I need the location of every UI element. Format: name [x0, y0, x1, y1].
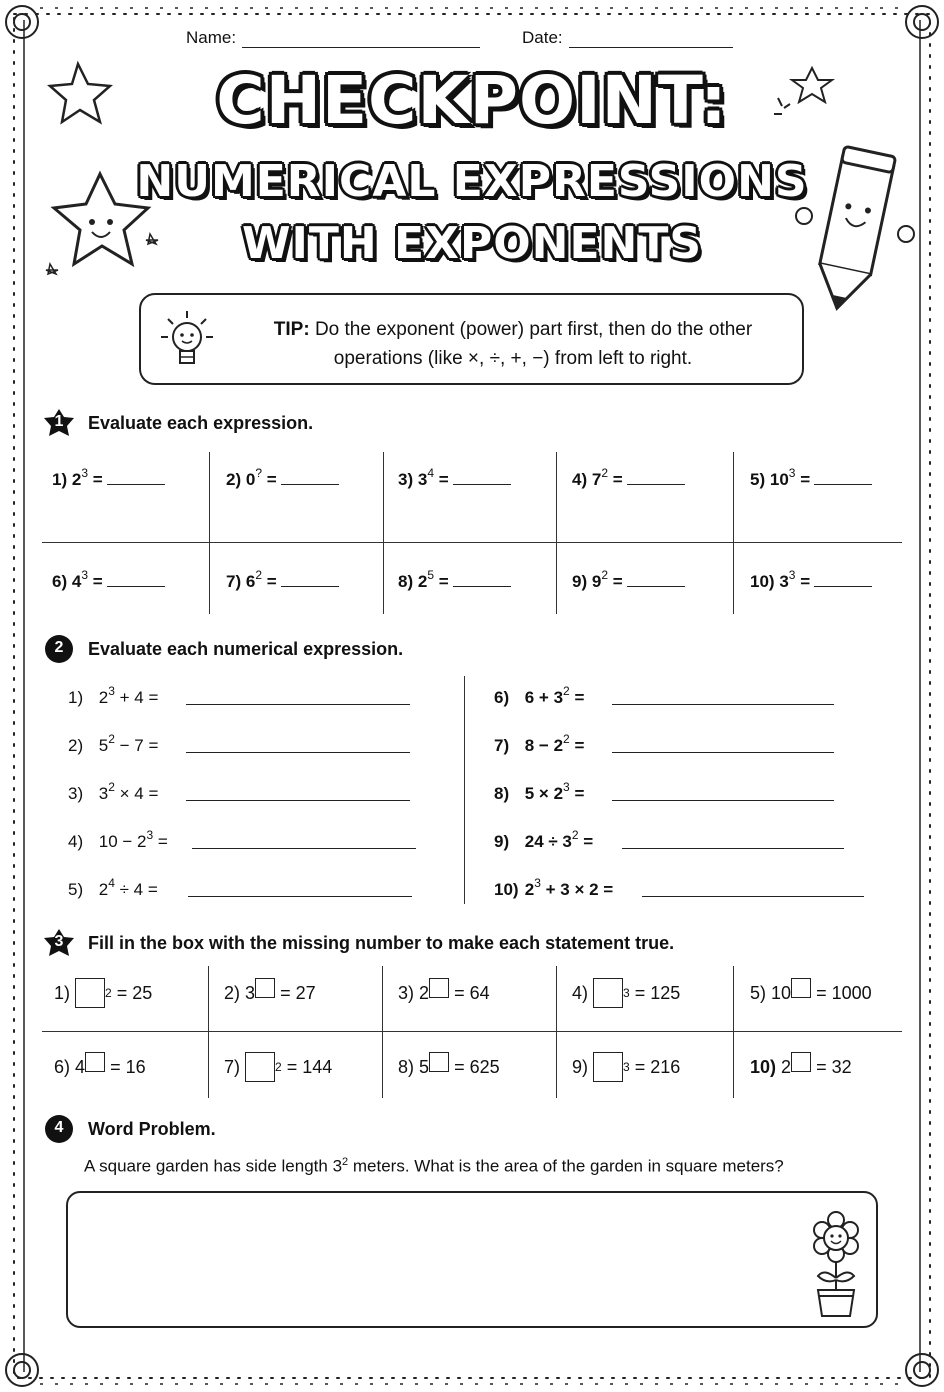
s1-item-equals: = — [612, 470, 623, 489]
s2-item — [68, 780, 158, 804]
s3-exponent-box[interactable] — [429, 978, 449, 998]
s2-answer-line[interactable] — [642, 896, 864, 897]
s1-item-exponent: 4 — [427, 466, 435, 480]
lightbulb-icon — [155, 307, 219, 375]
s2-item-post: × 4 = — [114, 784, 159, 803]
s1-item-exponent: ? — [255, 466, 263, 480]
s3-item — [750, 976, 872, 1010]
s3-item-base: 4 — [75, 1056, 86, 1077]
tip-line2: operations (like ×, ÷, +, −) from left to right. — [333, 348, 693, 369]
section4-title: Word Problem. — [88, 1118, 216, 1139]
s3-exponent-box[interactable] — [255, 978, 275, 998]
s2-item-exponent: 2 — [563, 732, 570, 746]
s1-item-exponent: 5 — [427, 568, 435, 582]
s1-item — [226, 466, 339, 490]
s2-item — [494, 684, 584, 708]
s3-base-box[interactable] — [245, 1052, 275, 1082]
section2-title: Evaluate each numerical expression. — [88, 638, 404, 659]
s1-item-equals: = — [438, 572, 449, 591]
s2-item — [68, 828, 168, 852]
s2-item-number: 7) — [494, 736, 510, 755]
s2-item-number: 1) — [68, 688, 84, 707]
s3-item-rhs: = 27 — [280, 982, 316, 1003]
s1-item-number: 10) — [750, 572, 775, 591]
s2-item-base: 3 — [98, 784, 109, 803]
s1-item-exponent: 3 — [81, 568, 89, 582]
s1-item-number: 3) — [398, 470, 414, 489]
s2-item-exponent: 2 — [108, 780, 115, 794]
s1-item-base: 6 — [245, 572, 256, 591]
s1-answer-blank[interactable] — [281, 571, 339, 587]
s2-answer-line[interactable] — [186, 704, 410, 705]
s2-item — [494, 732, 584, 756]
s3-item-number: 1) — [54, 982, 71, 1003]
section3-grid — [42, 966, 902, 1098]
s3-item-rhs: = 32 — [816, 1056, 852, 1077]
s3-exponent-box[interactable] — [429, 1052, 449, 1072]
s2-item-base: 2 — [553, 784, 564, 803]
s1-item — [750, 466, 872, 490]
s2-item-number: 9) — [494, 832, 510, 851]
s1-item-equals: = — [438, 470, 449, 489]
worksheet-subtitle-line2: WITH EXPONENTS — [241, 218, 703, 269]
s3-base-box[interactable] — [593, 1052, 623, 1082]
s2-item-pre: 24 ÷ — [524, 832, 563, 851]
s2-item — [68, 732, 158, 756]
s1-answer-blank[interactable] — [281, 469, 339, 485]
s1-item-exponent: 2 — [255, 568, 263, 582]
s2-item-pre: 10 − — [98, 832, 138, 851]
s1-answer-blank[interactable] — [107, 469, 165, 485]
s1-item-number: 1) — [52, 470, 68, 489]
s2-item — [68, 684, 158, 708]
name-label: Name: — [186, 28, 237, 47]
tip-label: TIP: — [273, 319, 310, 340]
s3-item-rhs: = 1000 — [816, 982, 872, 1003]
section4-badge: 4 — [42, 1114, 76, 1144]
section1-heading — [42, 408, 313, 438]
s2-answer-line[interactable] — [186, 800, 410, 801]
flower-pot-icon — [806, 1210, 866, 1320]
s3-item-number: 3) — [398, 982, 415, 1003]
s1-item-base: 0 — [245, 470, 256, 489]
s2-item-exponent: 3 — [108, 684, 115, 698]
s2-answer-line[interactable] — [622, 848, 844, 849]
s1-item-equals: = — [800, 470, 811, 489]
s2-item — [494, 876, 613, 900]
s1-item-equals: = — [266, 470, 277, 489]
s3-item-base: 5 — [419, 1056, 430, 1077]
s2-item-post: = — [569, 688, 585, 707]
s1-item-number: 6) — [52, 572, 68, 591]
s1-item-exponent: 2 — [601, 568, 609, 582]
s3-item-base: 3 — [245, 982, 256, 1003]
section2-heading — [42, 634, 403, 664]
s1-item-exponent: 3 — [788, 466, 796, 480]
s3-item-number: 9) — [572, 1056, 589, 1077]
s3-base-box[interactable] — [75, 978, 105, 1008]
s1-item-number: 4) — [572, 470, 588, 489]
s2-answer-line[interactable] — [192, 848, 416, 849]
s1-item-equals: = — [266, 572, 277, 591]
s2-item-pre: 6 + — [524, 688, 554, 707]
s1-item-number: 9) — [572, 572, 588, 591]
s1-item-equals: = — [800, 572, 811, 591]
s2-item-base: 2 — [524, 880, 535, 899]
section1-grid — [42, 452, 902, 614]
section2-badge: 2 — [42, 634, 76, 664]
s1-item-base: 3 — [779, 572, 789, 591]
s1-item — [52, 466, 165, 490]
s3-item-exponent: 2 — [275, 1060, 282, 1074]
s2-item-post: = — [569, 736, 585, 755]
s2-item-post: = — [153, 832, 168, 851]
s2-item — [68, 876, 158, 900]
s2-item-post: = — [578, 832, 594, 851]
s3-item — [54, 976, 152, 1010]
section3-title: Fill in the box with the missing number to make each statement true. — [88, 932, 675, 953]
s2-item-base: 2 — [98, 688, 109, 707]
s2-answer-line[interactable] — [612, 800, 834, 801]
s2-item-number: 5) — [68, 880, 84, 899]
s2-item-post: ÷ 4 = — [114, 880, 158, 899]
s2-item-number: 6) — [494, 688, 510, 707]
s3-item-rhs: = 16 — [110, 1056, 146, 1077]
s2-item-base: 5 — [98, 736, 109, 755]
s1-item-base: 2 — [417, 572, 428, 591]
s2-item-base: 3 — [553, 688, 564, 707]
s1-item-equals: = — [612, 572, 623, 591]
s3-exponent-box[interactable] — [85, 1052, 105, 1072]
s1-item — [52, 568, 165, 592]
s2-item-number: 10) — [494, 880, 519, 899]
s1-item-number: 5) — [750, 470, 766, 489]
s1-answer-blank[interactable] — [627, 469, 685, 485]
s3-item — [398, 1050, 500, 1084]
s2-item-exponent: 2 — [563, 684, 570, 698]
s1-item — [750, 568, 872, 592]
word-problem-question: A square garden has side length $3^2$ meters. What is the area of the garden in square meters? — [84, 1156, 784, 1176]
s3-item — [572, 976, 680, 1010]
s1-item-base: 7 — [591, 470, 602, 489]
s1-item-equals: = — [92, 470, 103, 489]
s2-item-exponent: 2 — [108, 732, 115, 746]
s3-item-number: 4) — [572, 982, 589, 1003]
date-blank[interactable] — [569, 28, 733, 48]
s1-item — [226, 568, 339, 592]
s3-item-rhs: = 144 — [286, 1056, 333, 1077]
s3-item-exponent: 3 — [623, 1060, 630, 1074]
s2-item — [494, 780, 584, 804]
s1-item-base: 2 — [71, 470, 82, 489]
s3-item-number: 5) — [750, 982, 767, 1003]
s3-item-rhs: = 25 — [116, 982, 153, 1003]
section2-divider — [464, 676, 465, 904]
s1-item — [398, 466, 511, 490]
s1-item-base: 3 — [417, 470, 428, 489]
s2-answer-line[interactable] — [612, 704, 834, 705]
s3-item-exponent: 3 — [623, 986, 630, 1000]
s2-item-number: 8) — [494, 784, 510, 803]
s2-item-exponent: 4 — [108, 876, 115, 890]
s1-answer-blank[interactable] — [453, 469, 511, 485]
s3-item — [750, 1050, 852, 1084]
s2-item-pre: 5 × — [524, 784, 554, 803]
s3-item-number: 8) — [398, 1056, 415, 1077]
s2-item-exponent: 3 — [563, 780, 570, 794]
s2-item-base: 2 — [137, 832, 147, 851]
section3-badge: 3 — [42, 928, 76, 958]
s3-item-base: 10 — [771, 982, 792, 1003]
tip-text — [233, 315, 793, 373]
s1-answer-blank[interactable] — [453, 571, 511, 587]
worksheet-title: CHECKPOINT: — [216, 62, 728, 139]
name-field[interactable] — [186, 28, 480, 48]
s2-item-exponent: 3 — [534, 876, 541, 890]
date-label: Date: — [522, 28, 563, 47]
s1-answer-blank[interactable] — [814, 469, 872, 485]
s2-answer-line[interactable] — [612, 752, 834, 753]
tip-box — [139, 293, 804, 385]
s1-item — [572, 568, 685, 592]
s1-item-number: 8) — [398, 572, 414, 591]
s1-item-number: 2) — [226, 470, 242, 489]
s1-item-exponent: 3 — [788, 568, 796, 582]
word-problem-answer-box[interactable] — [66, 1191, 878, 1328]
s1-item-base: 10 — [769, 470, 789, 489]
s3-item-number: 2) — [224, 982, 241, 1003]
s2-item — [494, 828, 593, 852]
s1-item-exponent: 3 — [81, 466, 89, 480]
s3-item — [224, 976, 316, 1010]
s3-item — [398, 976, 490, 1010]
section3-heading — [42, 928, 674, 958]
s2-item-number: 2) — [68, 736, 84, 755]
s1-answer-blank[interactable] — [814, 571, 872, 587]
s1-item — [572, 466, 685, 490]
s3-item-number: 7) — [224, 1056, 241, 1077]
s3-item-base: 2 — [781, 1056, 792, 1077]
s2-item-number: 3) — [68, 784, 84, 803]
name-blank[interactable] — [242, 28, 480, 48]
section4-heading — [42, 1114, 216, 1144]
s2-item-pre: 8 − — [524, 736, 554, 755]
s1-item — [398, 568, 511, 592]
s1-item-exponent: 2 — [601, 466, 609, 480]
s2-answer-line[interactable] — [188, 896, 412, 897]
s2-item-exponent: 3 — [146, 828, 154, 842]
s1-answer-blank[interactable] — [107, 571, 165, 587]
s1-item-base: 9 — [591, 572, 602, 591]
s3-item-exponent: 2 — [105, 986, 112, 1000]
s2-item-exponent: 2 — [571, 828, 579, 842]
s1-item-base: 4 — [71, 572, 82, 591]
s3-item-number: 6) — [54, 1056, 71, 1077]
s2-item-base: 2 — [553, 736, 564, 755]
s3-item-base: 2 — [419, 982, 430, 1003]
worksheet-subtitle-line1: NUMERICAL EXPRESSIONS — [136, 156, 808, 207]
tip-line1: Do the exponent (power) part first, then do the other — [314, 319, 753, 340]
s3-item-rhs: = 125 — [634, 982, 681, 1003]
date-field[interactable] — [522, 28, 733, 48]
s1-item-equals: = — [92, 572, 103, 591]
s2-item-post: + 3 × 2 = — [540, 880, 614, 899]
s1-answer-blank[interactable] — [627, 571, 685, 587]
s1-item-number: 7) — [226, 572, 242, 591]
s3-base-box[interactable] — [593, 978, 623, 1008]
s3-item-number: 10) — [750, 1056, 777, 1077]
s2-answer-line[interactable] — [186, 752, 410, 753]
s2-item-post: = — [569, 784, 585, 803]
section1-title: Evaluate each expression. — [88, 412, 314, 433]
s2-item-base: 3 — [562, 832, 572, 851]
s2-item-base: 2 — [98, 880, 109, 899]
s3-item — [572, 1050, 680, 1084]
s3-item-rhs: = 625 — [454, 1056, 500, 1077]
s2-item-post: + 4 = — [114, 688, 159, 707]
section1-badge: 1 — [42, 408, 76, 438]
s3-item — [54, 1050, 146, 1084]
s3-item — [224, 1050, 332, 1084]
s2-item-number: 4) — [68, 832, 84, 851]
s3-exponent-box[interactable] — [791, 978, 811, 998]
s3-exponent-box[interactable] — [791, 1052, 811, 1072]
s3-item-rhs: = 216 — [634, 1056, 681, 1077]
s2-item-post: − 7 = — [114, 736, 159, 755]
s3-item-rhs: = 64 — [454, 982, 490, 1003]
